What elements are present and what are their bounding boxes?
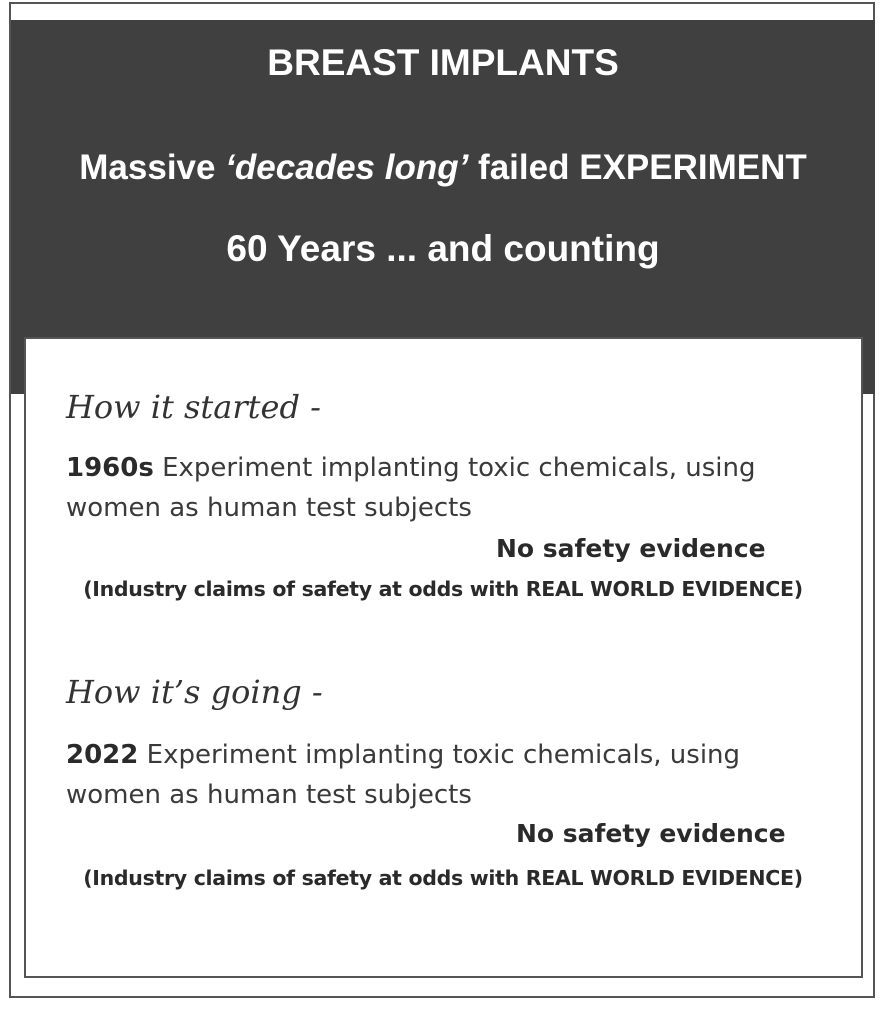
no-safety-label: No safety evidence: [516, 819, 786, 848]
subtitle-italic: ‘decades long’: [225, 148, 469, 187]
section-body-going: [66, 735, 806, 815]
subtitle-after: failed EXPERIMENT: [468, 148, 807, 187]
section-body-started: [66, 448, 806, 528]
industry-claims-note: (Industry claims of safety at odds with REAL WORLD EVIDENCE): [83, 866, 803, 890]
subtitle-before: Massive: [79, 148, 226, 187]
section-text-line1: Experiment implanting toxic chemicals, using: [138, 740, 741, 770]
section-heading-going: How it’s going -: [66, 673, 323, 711]
section-text-line2: women as human test subjects: [66, 780, 472, 810]
page-tagline: 60 Years ... and counting: [226, 228, 660, 269]
section-year: 2022: [66, 740, 139, 770]
no-safety-label: No safety evidence: [496, 534, 766, 563]
section-text-line2: women as human test subjects: [66, 493, 472, 523]
section-year: 1960s: [66, 453, 154, 483]
industry-claims-note: (Industry claims of safety at odds with REAL WORLD EVIDENCE): [83, 577, 803, 601]
page-subtitle: [11, 148, 875, 188]
section-text-line1: Experiment implanting toxic chemicals, using: [153, 453, 756, 483]
page-title: BREAST IMPLANTS: [267, 42, 619, 83]
section-heading-started: How it started -: [66, 388, 321, 426]
